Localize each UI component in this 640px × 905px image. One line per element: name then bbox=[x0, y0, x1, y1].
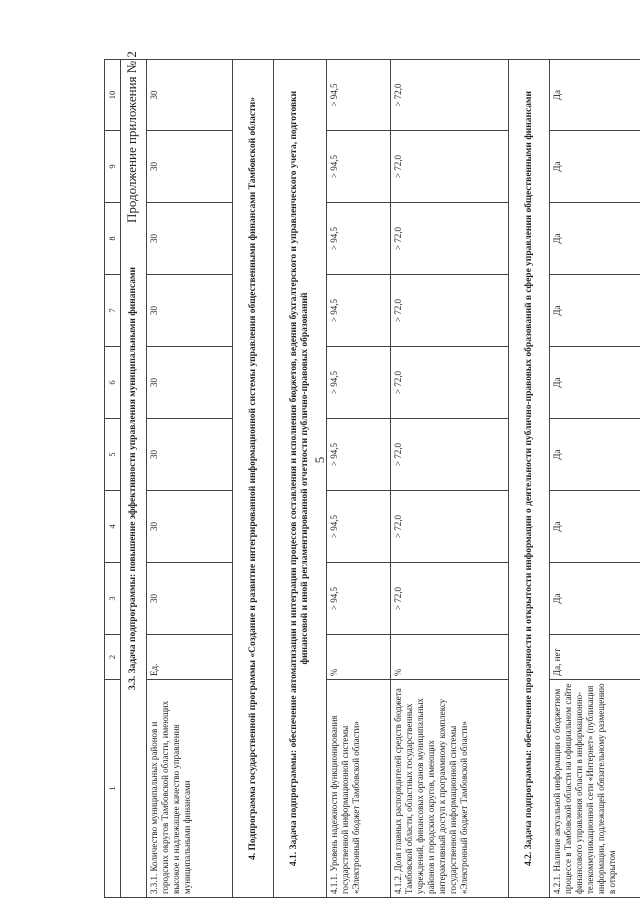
indicator-value: > 72,0 bbox=[391, 131, 509, 203]
indicator-value: Да bbox=[550, 347, 640, 419]
table-row bbox=[391, 60, 509, 898]
column-number: 7 bbox=[105, 275, 121, 347]
table-row bbox=[147, 60, 233, 898]
indicator-unit: % bbox=[391, 635, 509, 680]
indicator-table-container bbox=[104, 51, 617, 898]
table-row bbox=[327, 60, 391, 898]
indicator-value: > 94,5 bbox=[327, 419, 391, 491]
indicator-value: Да bbox=[550, 60, 640, 131]
section-row bbox=[509, 60, 550, 898]
indicator-value: > 72,0 bbox=[391, 563, 509, 635]
indicator-value: > 94,5 bbox=[327, 491, 391, 563]
indicator-value: 30 bbox=[147, 131, 233, 203]
indicator-value: 30 bbox=[147, 347, 233, 419]
section-row bbox=[233, 60, 274, 898]
indicator-value: > 72,0 bbox=[391, 275, 509, 347]
column-number: 5 bbox=[105, 419, 121, 491]
indicator-value: 30 bbox=[147, 419, 233, 491]
indicator-value: 30 bbox=[147, 60, 233, 131]
indicator-value: Да bbox=[550, 419, 640, 491]
indicator-value: > 72,0 bbox=[391, 60, 509, 131]
section-row bbox=[121, 60, 147, 898]
column-number: 6 bbox=[105, 347, 121, 419]
indicator-unit: Ед. bbox=[147, 635, 233, 680]
section-heading-3-3: 3.3. Задача подпрограммы: повышение эффективности управления муниципальными финансами bbox=[121, 60, 147, 898]
indicator-value: > 94,5 bbox=[327, 60, 391, 131]
indicator-value: > 94,5 bbox=[327, 275, 391, 347]
indicator-value: 30 bbox=[147, 275, 233, 347]
table-row bbox=[550, 60, 640, 898]
page-number: 5 bbox=[312, 456, 327, 464]
indicator-value: Да bbox=[550, 491, 640, 563]
indicator-value: > 72,0 bbox=[391, 419, 509, 491]
indicator-value: > 94,5 bbox=[327, 563, 391, 635]
indicator-value: Да bbox=[550, 275, 640, 347]
column-number: 4 bbox=[105, 491, 121, 563]
indicator-value: Да bbox=[550, 131, 640, 203]
indicator-value: Да bbox=[550, 203, 640, 275]
indicator-name: 4.2.1. Наличие актуальной информации о бюджетном процессе в Тамбовской области на официальном сайте финансового управления области в информационно-телекоммуникационной сети «Интернет» (публикация информации, подлежащей обязательному размещению в открытом bbox=[550, 680, 640, 898]
indicator-value: > 94,5 bbox=[327, 347, 391, 419]
indicator-value: 30 bbox=[147, 563, 233, 635]
indicator-table bbox=[104, 51, 640, 898]
column-number: 8 bbox=[105, 203, 121, 275]
indicator-value: 30 bbox=[147, 203, 233, 275]
column-number: 9 bbox=[105, 131, 121, 203]
indicator-unit: % bbox=[327, 635, 391, 680]
indicator-value: > 72,0 bbox=[391, 203, 509, 275]
section-heading-4: 4. Подпрограмма государственной программы «Создание и развитие интегрированной информационной системы управления общественными финансами Тамбовской области» bbox=[233, 60, 274, 898]
indicator-name: 3.3.1. Количество муниципальных районов и городских округов Тамбовской области, имеющих высокое и надлежащее качество управления муниципальными финансами bbox=[147, 680, 233, 898]
column-number: 2 bbox=[105, 635, 121, 680]
indicator-value: > 72,0 bbox=[391, 491, 509, 563]
indicator-value: Да bbox=[550, 563, 640, 635]
section-heading-4-1: 4.1. Задача подпрограммы: обеспечение автоматизации и интеграции процессов составления и исполнения бюджетов, ведения бухгалтерского и управленческого учета, подготовки финансовой и иной регламентированной отчетности публично-правовых образований bbox=[274, 60, 327, 898]
column-number-row bbox=[105, 60, 121, 898]
indicator-value: > 94,5 bbox=[327, 203, 391, 275]
section-row bbox=[274, 60, 327, 898]
indicator-name: 4.1.2. Доля главных распорядителей средств бюджета Тамбовской области, областных государственных учреждений, финансовых органов муниципальных районов и городских округов, имеющих интерактивный доступ к программному комплексу государственной информационной системы «Электронный бюджет Тамбовской области» bbox=[391, 680, 509, 898]
section-heading-4-2: 4.2. Задача подпрограммы: обеспечение прозрачности и открытости информации о деятельности публично-правовых образований в сфере управления общественными финансами bbox=[509, 60, 550, 898]
indicator-value: 30 bbox=[147, 491, 233, 563]
indicator-value: > 72,0 bbox=[391, 347, 509, 419]
indicator-unit: Да, нет bbox=[550, 635, 640, 680]
column-number: 3 bbox=[105, 563, 121, 635]
appendix-continuation-label: Продолжение приложения № 2 bbox=[124, 51, 139, 223]
indicator-value: > 94,5 bbox=[327, 131, 391, 203]
indicator-name: 4.1.1. Уровень надежности функционирования государственной информационной системы «Электронный бюджет Тамбовской области» bbox=[327, 680, 391, 898]
column-number: 1 bbox=[105, 680, 121, 898]
column-number: 10 bbox=[105, 60, 121, 131]
